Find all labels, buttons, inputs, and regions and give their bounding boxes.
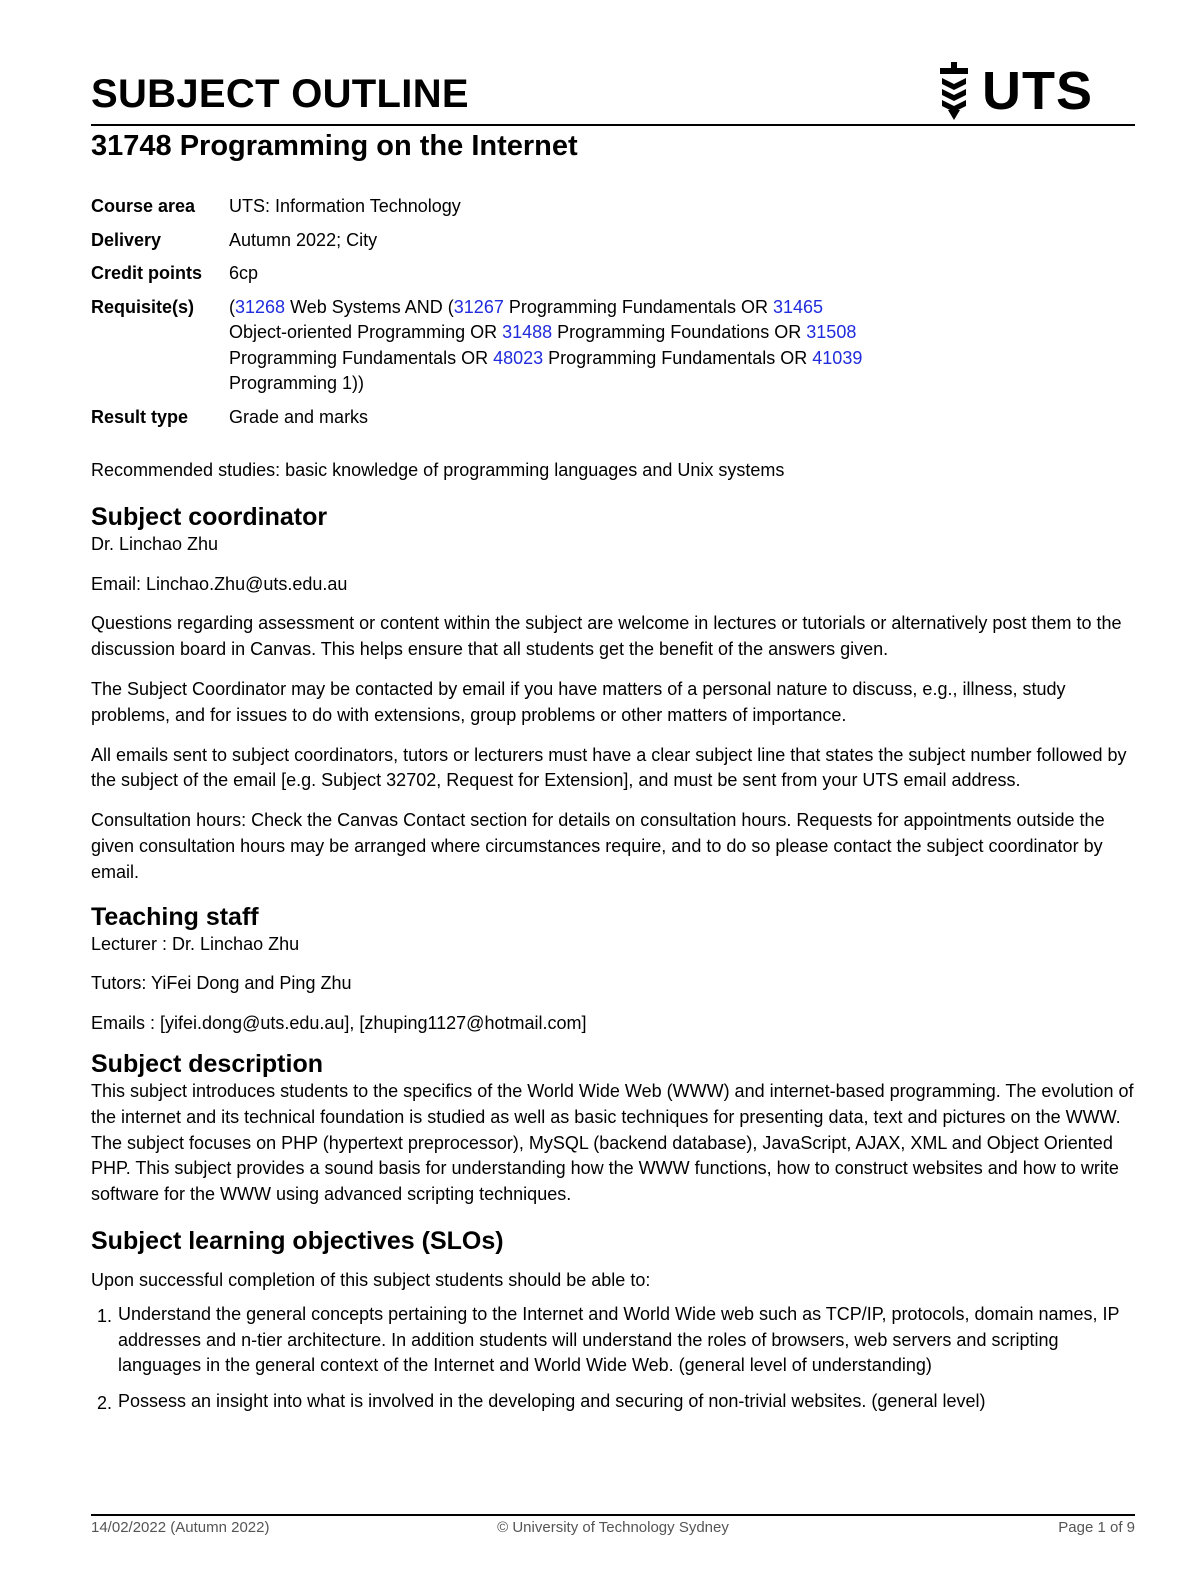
uts-logo-text: UTS bbox=[982, 61, 1093, 121]
detail-value: Grade and marks bbox=[229, 406, 369, 427]
requisite-text: Programming 1)) bbox=[229, 373, 365, 393]
footer-divider bbox=[91, 1514, 1135, 1516]
requisite-link-31465[interactable]: 31465 bbox=[772, 296, 824, 317]
requisite-text: ( bbox=[229, 296, 235, 317]
coordinator-paragraph: All emails sent to subject coordinators, tutors or lecturers must have a clear subject line that states the subject number followed by the subject of the email [e.g. Subject 32702, Request for Extension], and must be sent from your UTS email address. bbox=[91, 744, 1127, 791]
requisite-text: Object-oriented Programming OR bbox=[229, 322, 503, 342]
detail-label: Course area bbox=[91, 196, 196, 216]
coordinator-paragraph: The Subject Coordinator may be contacted by email if you have matters of a personal nature to discuss, e.g., illness, study problems, and for issues to do with extensions, group problems or other matters of importance. bbox=[91, 678, 1066, 725]
requisite-text: Programming Foundations OR bbox=[552, 322, 807, 342]
uts-emblem-icon bbox=[934, 62, 974, 120]
requisite-link-31488[interactable]: 31488 bbox=[502, 322, 553, 342]
list-item-text: Possess an insight into what is involved in the developing and securing of non-trivial websites. (general level) bbox=[118, 1391, 986, 1412]
main-content bbox=[91, 458, 1136, 1425]
footer-copyright: © University of Technology Sydney bbox=[497, 1519, 729, 1536]
list-item bbox=[91, 1389, 1136, 1415]
detail-row-delivery bbox=[91, 228, 991, 254]
document-header bbox=[91, 61, 1135, 126]
requisite-link-41039[interactable]: 41039 bbox=[812, 347, 863, 368]
requisite-text: Programming Fundamentals OR bbox=[503, 296, 773, 317]
recommended-studies: Recommended studies: basic knowledge of programming languages and Unix systems bbox=[91, 460, 785, 480]
requisites-line bbox=[229, 371, 991, 397]
requisite-link-31268[interactable]: 31268 bbox=[235, 296, 286, 317]
requisite-text: Programming Fundamentals OR bbox=[543, 347, 813, 368]
detail-row-course-area bbox=[91, 194, 991, 220]
list-item-text: Understand the general concepts pertaining to the Internet and World Wide web such as TCP/IP, protocols, domain names, IP addresses and n-tier architecture. In addition students will understand the roles of browsers, web servers and scripting languages in the general context of the Internet and World Wide Web. (general level of understanding) bbox=[118, 1303, 1120, 1376]
detail-row-credit-points bbox=[91, 261, 991, 287]
section-heading-teaching-staff: Teaching staff bbox=[91, 902, 259, 931]
coordinator-email: Email: Linchao.Zhu@uts.edu.au bbox=[91, 573, 348, 594]
requisite-link-31508[interactable]: 31508 bbox=[806, 322, 857, 342]
detail-label: Credit points bbox=[91, 263, 202, 283]
section-heading-coordinator: Subject coordinator bbox=[91, 502, 328, 531]
document-title: SUBJECT OUTLINE bbox=[91, 72, 469, 116]
detail-label: Result type bbox=[91, 406, 189, 427]
requisites-line bbox=[229, 295, 991, 321]
coordinator-name: Dr. Linchao Zhu bbox=[91, 533, 219, 554]
section-heading-description: Subject description bbox=[91, 1049, 323, 1078]
subject-details bbox=[91, 194, 991, 438]
detail-label: Requisite(s) bbox=[91, 296, 195, 317]
page-footer bbox=[91, 1519, 1135, 1539]
subject-description: This subject introduces students to the specifics of the World Wide Web (WWW) and internet-based programming. The evolution of the internet and its technical foundation is studied as well as basic techniques for presenting data, text and pictures on the WWW. The subject focuses on PHP (hypertext preprocessor), MySQL (backend database), JavaScript, AJAX, XML and Object Oriented PHP. This subject provides a sound basis for understanding how the WWW functions, how to construct websites and how to write software for the WWW using advanced scripting techniques. bbox=[91, 1080, 1134, 1205]
requisite-link-48023[interactable]: 48023 bbox=[493, 347, 544, 368]
detail-value: 6cp bbox=[229, 263, 259, 283]
coordinator-paragraph: Questions regarding assessment or content within the subject are welcome in lectures or tutorials or alternatively post them to the discussion board in Canvas. This helps ensure that all students get the benefit of the answers given. bbox=[91, 613, 1122, 660]
staff-emails: Emails : [yifei.dong@uts.edu.au], [zhuping1127@hotmail.com] bbox=[91, 1013, 587, 1034]
footer-date: 14/02/2022 (Autumn 2022) bbox=[91, 1519, 270, 1536]
requisite-text: Programming Fundamentals OR bbox=[229, 347, 494, 368]
lecturer: Lecturer : Dr. Linchao Zhu bbox=[91, 933, 300, 954]
footer-page-number: Page 1 of 9 bbox=[1058, 1519, 1135, 1536]
slos-list bbox=[91, 1302, 1136, 1415]
requisites-line bbox=[229, 320, 991, 346]
uts-logo bbox=[934, 62, 1093, 120]
detail-row-requisites bbox=[91, 295, 991, 397]
list-item bbox=[91, 1302, 1136, 1379]
list-item-number: 2. bbox=[97, 1393, 113, 1414]
requisite-text: Web Systems AND ( bbox=[285, 296, 454, 317]
section-heading-slos: Subject learning objectives (SLOs) bbox=[91, 1226, 504, 1255]
slos-intro: Upon successful completion of this subject students should be able to: bbox=[91, 1269, 651, 1290]
detail-row-result-type bbox=[91, 405, 991, 431]
coordinator-paragraph: Consultation hours: Check the Canvas Contact section for details on consultation hours. Requests for appointments outside the given consultation hours may be arranged where circumstances require, and to do so please contact the subject coordinator by email. bbox=[91, 810, 1105, 882]
requisites-line bbox=[229, 346, 991, 372]
list-item-number: 1. bbox=[97, 1305, 113, 1326]
requisites-value bbox=[229, 295, 991, 397]
detail-value: Autumn 2022; City bbox=[229, 229, 378, 250]
detail-label: Delivery bbox=[91, 229, 162, 250]
header-divider bbox=[91, 124, 1135, 126]
subject-title: 31748 Programming on the Internet bbox=[91, 130, 578, 162]
tutors: Tutors: YiFei Dong and Ping Zhu bbox=[91, 973, 352, 994]
requisite-link-31267[interactable]: 31267 bbox=[453, 296, 504, 317]
detail-value: UTS: Information Technology bbox=[229, 196, 461, 216]
